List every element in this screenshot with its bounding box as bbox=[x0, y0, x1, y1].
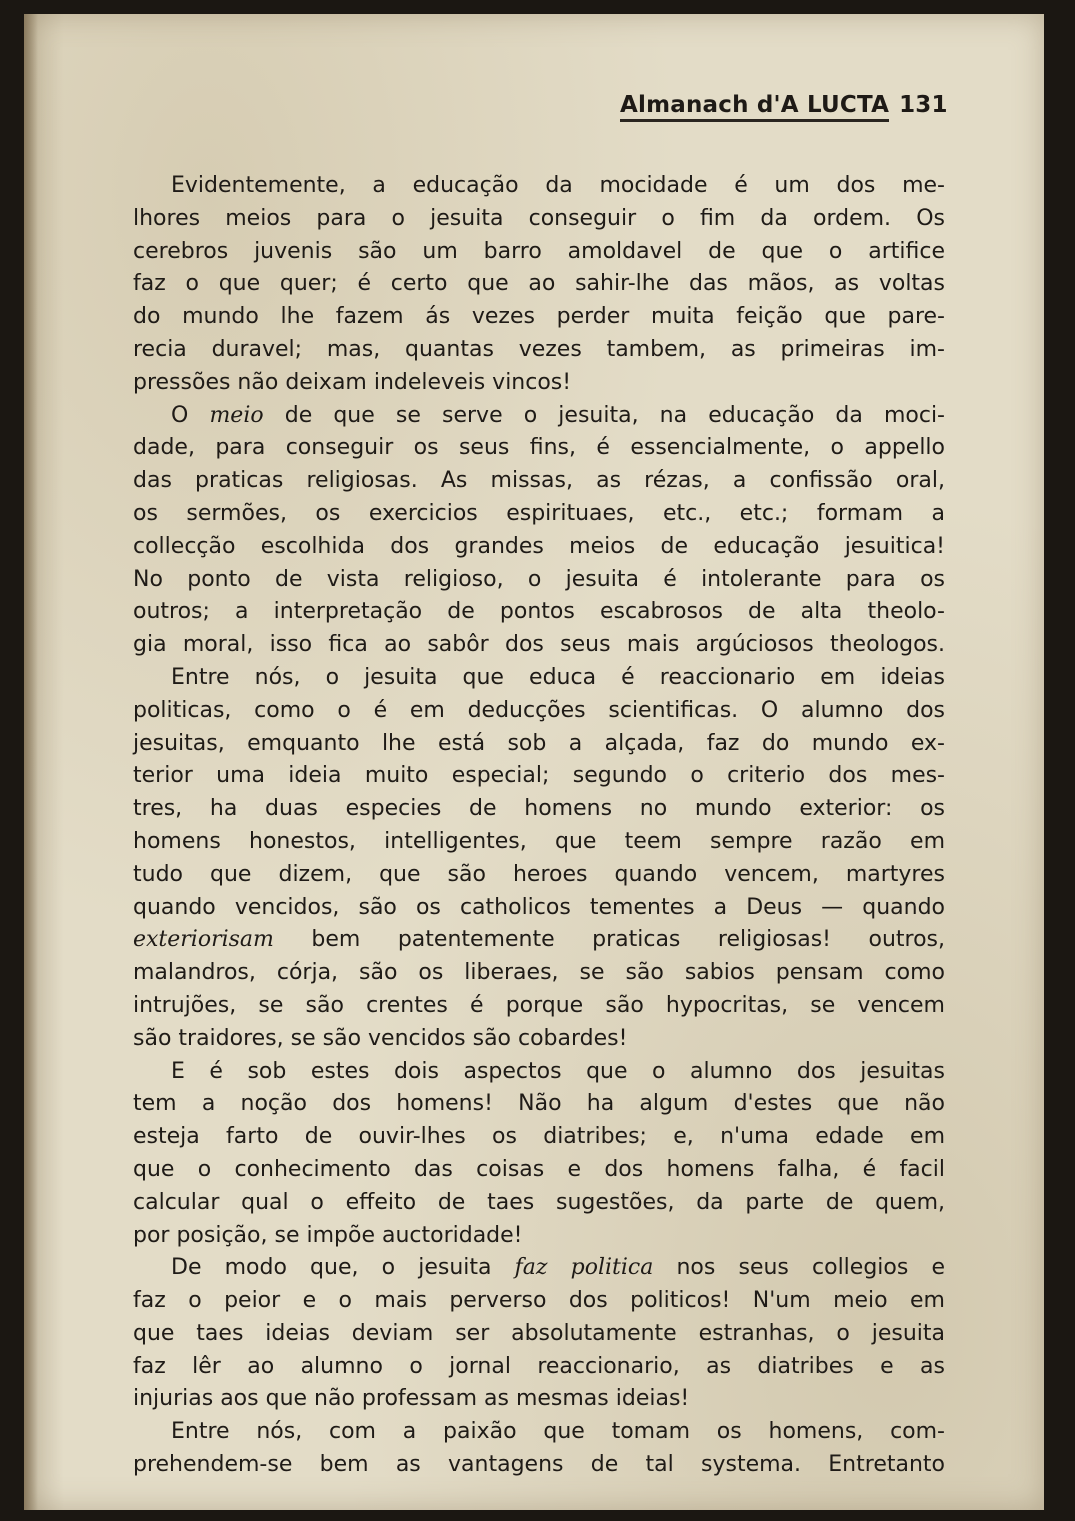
line-text: faz o que quer; é certo que ao sahir-lhe das mãos, as voltas bbox=[133, 271, 945, 297]
line-text: terior uma ideia muito especial; segundo o criterio dos mes- bbox=[133, 763, 945, 789]
text-line bbox=[133, 1187, 945, 1220]
line-text: tres, ha duas especies de homens no mundo exterior: os bbox=[133, 796, 945, 822]
line-text: das praticas religiosas. As missas, as rézas, a confissão oral, bbox=[133, 468, 945, 494]
text-line bbox=[133, 465, 945, 498]
line-text: os sermões, os exercicios espirituaes, etc., etc.; formam a bbox=[133, 500, 945, 526]
text-line bbox=[133, 1351, 945, 1384]
text-line bbox=[133, 564, 945, 597]
line-text: Evidentemente, a educação da mocidade é um dos me- bbox=[171, 173, 945, 198]
line-text: do mundo lhe fazem ás vezes perder muita feição que pare- bbox=[133, 304, 945, 330]
line-text: gia moral, isso fica ao sabôr dos seus mais argúciosos theologos. bbox=[133, 632, 945, 658]
text-line bbox=[133, 1220, 945, 1253]
text-line bbox=[133, 1416, 945, 1449]
line-text: jesuitas, emquanto lhe está sob a alçada, faz do mundo ex- bbox=[133, 730, 945, 756]
text-line bbox=[133, 1023, 945, 1056]
line-text: por posição, se impõe auctoridade! bbox=[133, 1222, 523, 1248]
line-text: que taes ideias deviam ser absolutamente estranhas, o jesuita bbox=[133, 1320, 945, 1346]
text-line bbox=[133, 498, 945, 531]
text-line bbox=[133, 531, 945, 564]
line-text: que o conhecimento das coisas e dos homens falha, é facil bbox=[133, 1156, 945, 1182]
line-text: esteja farto de ouvir-lhes os diatribes; e, n'uma edade em bbox=[133, 1124, 945, 1150]
line-text: lhores meios para o jesuita conseguir o fim da ordem. Os bbox=[133, 205, 945, 231]
line-text-before-italic: O bbox=[171, 402, 210, 428]
text-line bbox=[133, 170, 945, 203]
text-line bbox=[133, 1449, 945, 1482]
text-line bbox=[133, 596, 945, 629]
line-text: quando vencidos, são os catholicos tementes a Deus — quando bbox=[133, 894, 945, 920]
line-text: collecção escolhida dos grandes meios de educação jesuitica! bbox=[133, 533, 945, 559]
text-line bbox=[133, 793, 945, 826]
line-text: recia duravel; mas, quantas vezes tambem, as primeiras im- bbox=[133, 336, 945, 362]
line-text: Entre nós, o jesuita que educa é reaccionario em ideias bbox=[171, 664, 945, 690]
line-text-after-italic: de que se serve o jesuita, na educação da moci- bbox=[263, 402, 945, 428]
text-line bbox=[133, 892, 945, 925]
line-text-before-italic: De modo que, o jesuita bbox=[171, 1255, 515, 1281]
text-line bbox=[133, 924, 945, 957]
line-text: dade, para conseguir os seus fins, é essencialmente, o appello bbox=[133, 435, 945, 461]
text-line bbox=[133, 1285, 945, 1318]
text-line bbox=[133, 826, 945, 859]
line-text: cerebros juvenis são um barro amoldavel de que o artifice bbox=[133, 238, 945, 264]
header-title: Almanach d'A LUCTA bbox=[620, 92, 889, 122]
line-text: tudo que dizem, que são heroes quando vencem, martyres bbox=[133, 861, 945, 887]
text-line bbox=[133, 236, 945, 269]
text-line bbox=[133, 662, 945, 695]
line-text: Entre nós, com a paixão que tomam os homens, com- bbox=[171, 1419, 945, 1445]
text-line bbox=[133, 728, 945, 761]
line-text: homens honestos, intelligentes, que teem sempre razão em bbox=[133, 828, 945, 854]
italic-text: exteriorisam bbox=[133, 927, 274, 953]
text-line bbox=[133, 367, 945, 400]
body-text bbox=[133, 170, 945, 1482]
line-text: E é sob estes dois aspectos que o alumno dos jesuitas bbox=[171, 1058, 945, 1084]
line-text-after-italic: bem patentemente praticas religiosas! outros, bbox=[273, 927, 945, 953]
line-text: malandros, córja, são os liberaes, se são sabios pensam como bbox=[133, 960, 945, 986]
line-text: faz o peior e o mais perverso dos politicos! N'um meio em bbox=[133, 1288, 945, 1314]
text-line bbox=[133, 1088, 945, 1121]
page-number: 131 bbox=[899, 92, 948, 118]
text-line bbox=[133, 1252, 945, 1285]
running-header bbox=[620, 92, 948, 118]
text-line bbox=[133, 760, 945, 793]
text-line bbox=[133, 1154, 945, 1187]
text-line bbox=[133, 334, 945, 367]
text-line bbox=[133, 268, 945, 301]
text-line bbox=[133, 1056, 945, 1089]
text-line bbox=[133, 1383, 945, 1416]
line-text: injurias aos que não professam as mesmas ideias! bbox=[133, 1386, 690, 1412]
text-line bbox=[133, 432, 945, 465]
text-line bbox=[133, 203, 945, 236]
text-line bbox=[133, 1318, 945, 1351]
line-text: prehendem-se bem as vantagens de tal systema. Entretanto bbox=[133, 1452, 945, 1478]
line-text: pressões não deixam indeleveis vincos! bbox=[133, 369, 572, 395]
text-line bbox=[133, 1121, 945, 1154]
italic-text: meio bbox=[209, 402, 264, 428]
text-line bbox=[133, 629, 945, 662]
text-line bbox=[133, 990, 945, 1023]
text-line bbox=[133, 957, 945, 990]
text-line bbox=[133, 695, 945, 728]
line-text: politicas, como o é em deducções scientificas. O alumno dos bbox=[133, 697, 945, 723]
line-text: tem a noção dos homens! Não ha algum d'estes que não bbox=[133, 1091, 945, 1117]
italic-text: faz politica bbox=[514, 1255, 654, 1281]
text-line bbox=[133, 400, 945, 433]
line-text: são traidores, se são vencidos são cobardes! bbox=[133, 1025, 628, 1051]
line-text: intrujões, se são crentes é porque são hypocritas, se vencem bbox=[133, 992, 945, 1018]
line-text: calcular qual o effeito de taes sugestões, da parte de quem, bbox=[133, 1189, 945, 1215]
line-text: No ponto de vista religioso, o jesuita é intolerante para os bbox=[133, 566, 945, 592]
line-text: faz lêr ao alumno o jornal reaccionario, as diatribes e as bbox=[133, 1353, 945, 1379]
line-text-after-italic: nos seus collegios e bbox=[653, 1255, 945, 1281]
line-text: outros; a interpretação de pontos escabrosos de alta theolo- bbox=[133, 599, 945, 625]
text-line bbox=[133, 859, 945, 892]
text-line bbox=[133, 301, 945, 334]
page-spine-shadow bbox=[24, 14, 38, 1510]
